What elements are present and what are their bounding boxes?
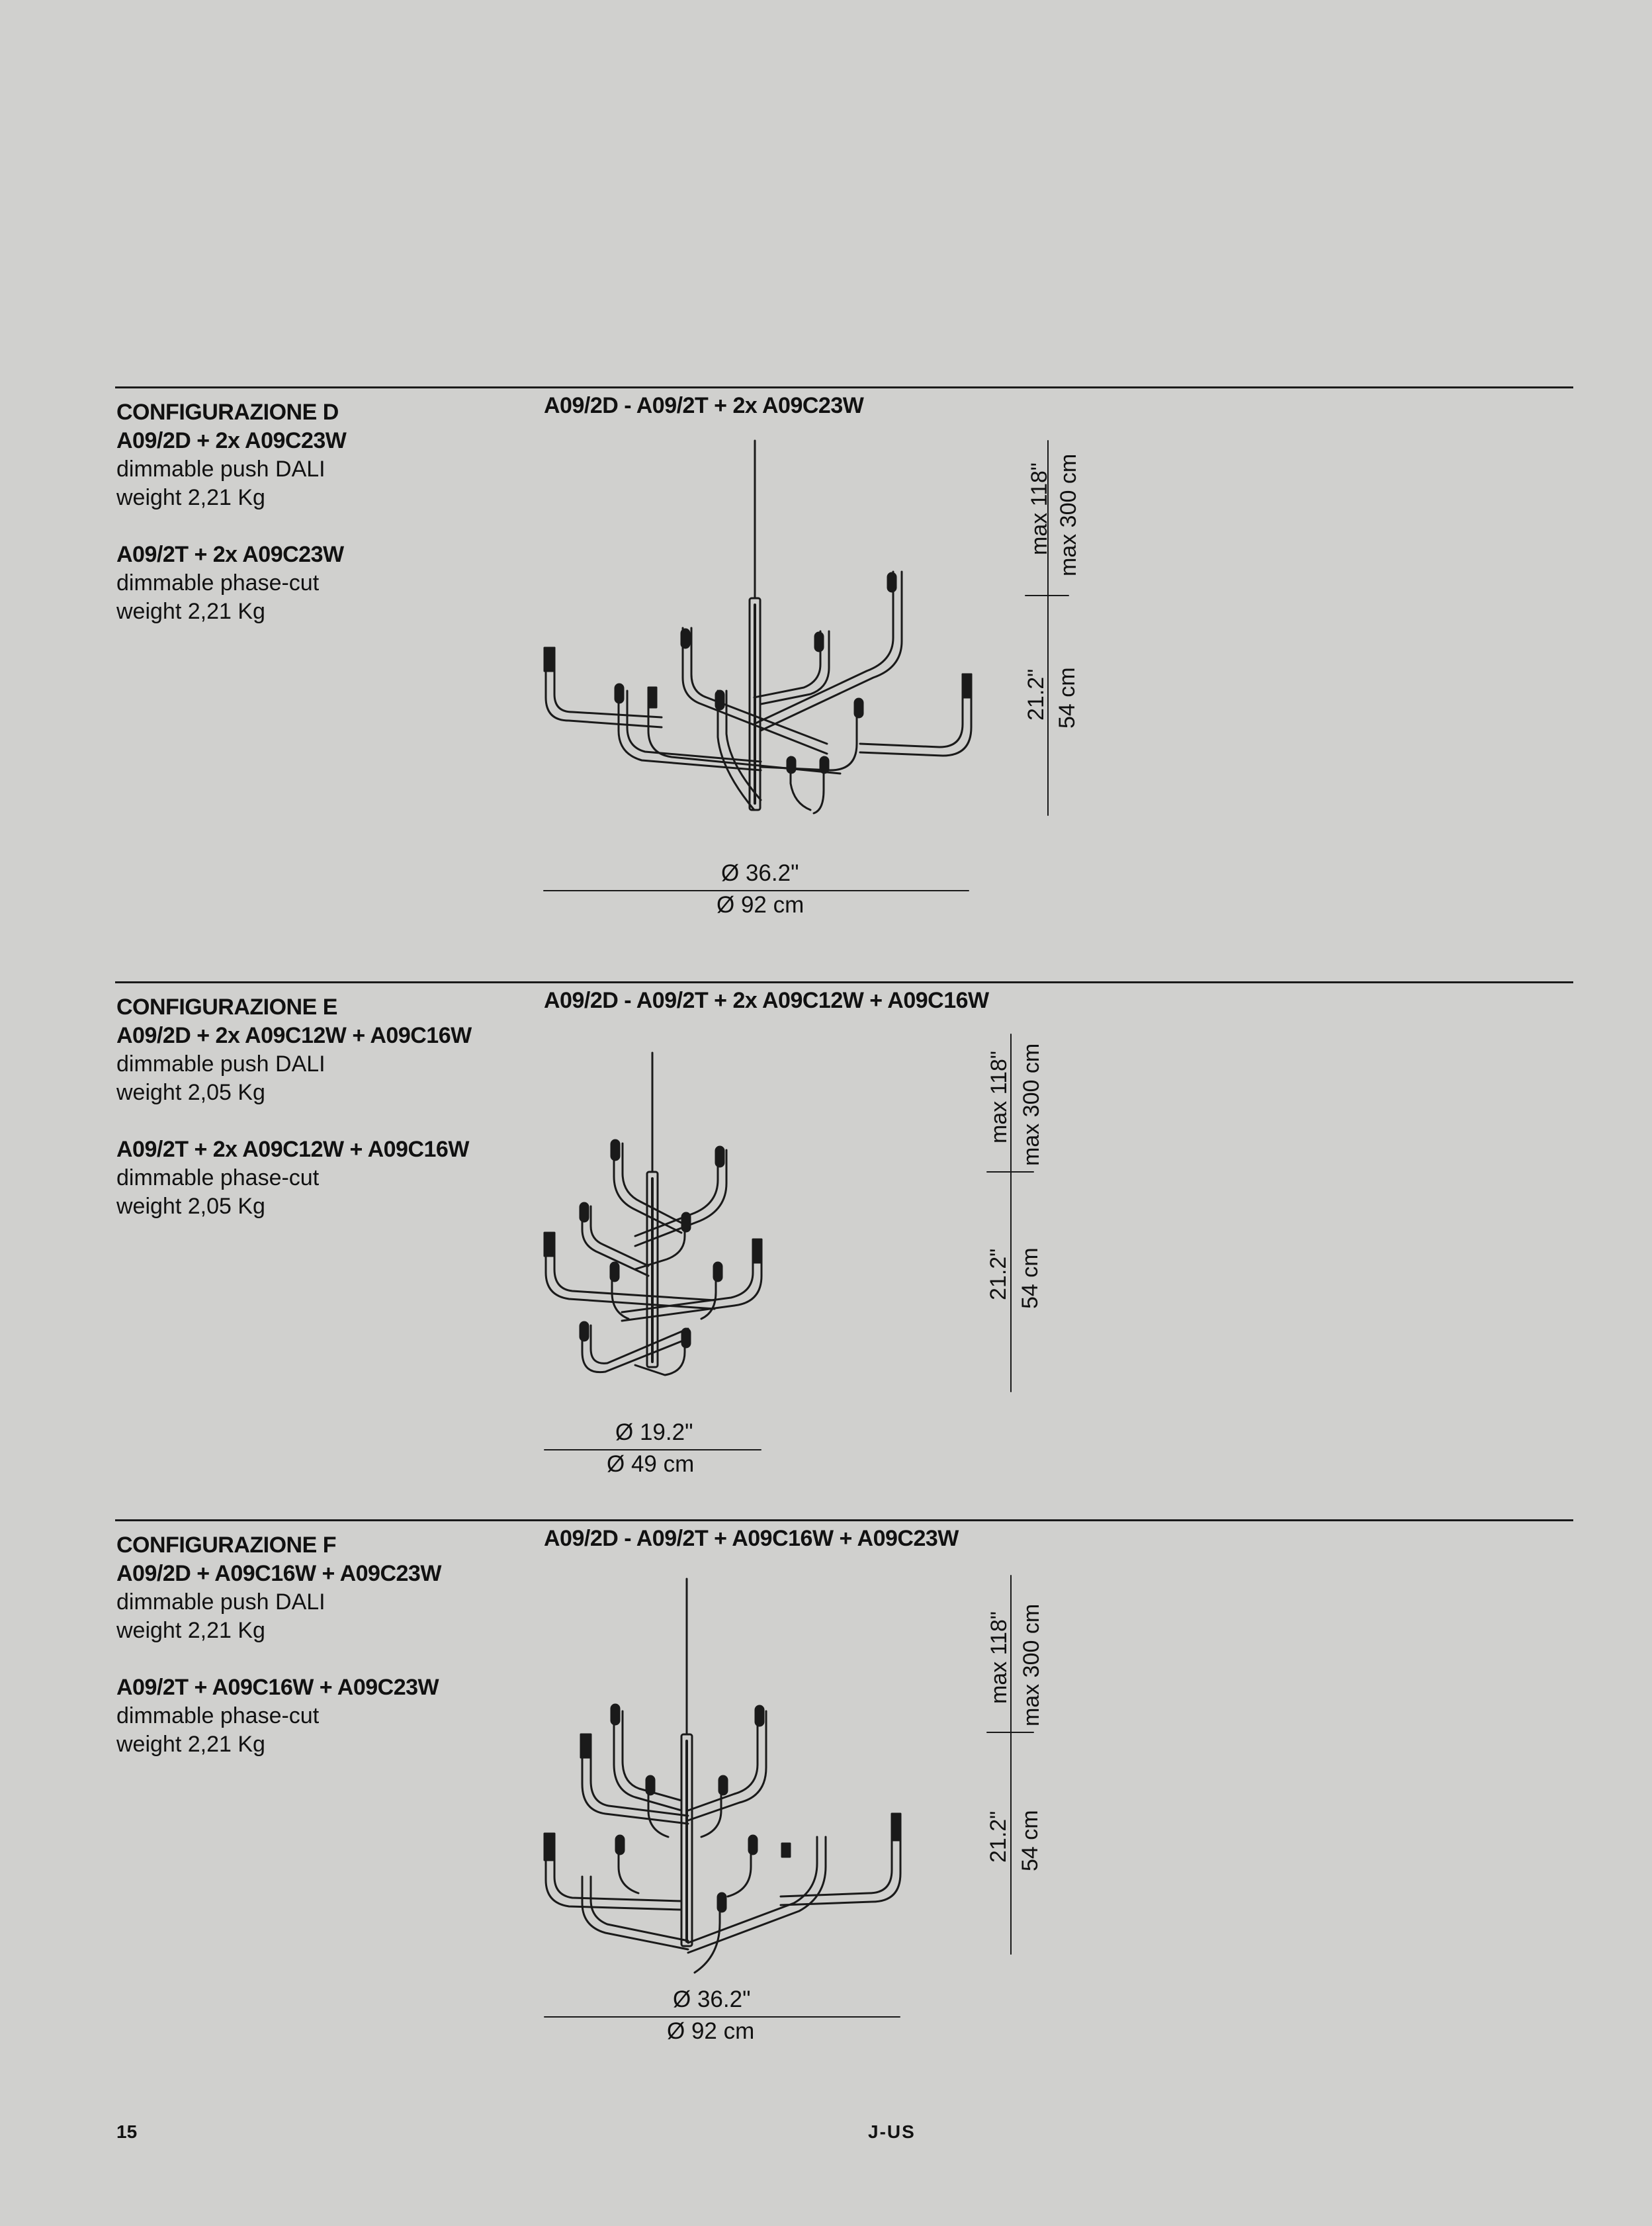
variant-control: dimmable phase-cut	[116, 570, 320, 596]
config-title: CONFIGURAZIONE D	[116, 400, 339, 425]
config-title: CONFIGURAZIONE E	[116, 995, 337, 1020]
height-max-cm: max 300 cm	[1056, 453, 1081, 576]
brand-name: J-US	[868, 2121, 916, 2142]
config-title: CONFIGURAZIONE F	[116, 1533, 336, 1558]
variant-control: dimmable push DALI	[116, 1589, 326, 1615]
variant-code: A09/2D + 2x A09C23W	[116, 428, 347, 453]
diameter-cm: Ø 92 cm	[717, 892, 804, 918]
height-cm: 54 cm	[1018, 1810, 1043, 1871]
config-section-f	[0, 1519, 1652, 2082]
chandelier-drawing	[0, 1519, 1652, 2082]
chandelier-drawing	[0, 386, 1652, 916]
variant-code: A09/2D + A09C16W + A09C23W	[116, 1561, 441, 1586]
variant-control: dimmable push DALI	[116, 1051, 326, 1077]
variant-code: A09/2T + 2x A09C12W + A09C16W	[116, 1137, 469, 1162]
diameter-cm: Ø 49 cm	[607, 1451, 695, 1477]
height-in: 21.2"	[986, 1248, 1011, 1300]
height-max-cm: max 300 cm	[1019, 1043, 1044, 1166]
variant-control: dimmable push DALI	[116, 457, 326, 482]
model-heading: A09/2D - A09/2T + 2x A09C23W	[544, 393, 864, 418]
variant-weight: weight 2,21 Kg	[116, 599, 265, 624]
diameter-cm: Ø 92 cm	[667, 2018, 755, 2044]
variant-control: dimmable phase-cut	[116, 1165, 320, 1190]
variant-weight: weight 2,21 Kg	[116, 485, 265, 510]
variant-control: dimmable phase-cut	[116, 1703, 320, 1728]
variant-code: A09/2T + 2x A09C23W	[116, 542, 344, 567]
diameter-in: Ø 36.2"	[721, 860, 799, 886]
model-heading: A09/2D - A09/2T + A09C16W + A09C23W	[544, 1526, 959, 1551]
diameter-in: Ø 19.2"	[615, 1419, 693, 1445]
config-section-e	[0, 981, 1652, 1497]
height-cm: 54 cm	[1055, 667, 1080, 729]
variant-weight: weight 2,05 Kg	[116, 1194, 265, 1219]
diameter-in: Ø 36.2"	[673, 1986, 751, 2012]
height-in: 21.2"	[1023, 668, 1049, 721]
height-max-in: max 118"	[986, 1051, 1012, 1143]
variant-weight: weight 2,21 Kg	[116, 1732, 265, 1757]
variant-weight: weight 2,21 Kg	[116, 1618, 265, 1643]
height-max-in: max 118"	[986, 1611, 1012, 1704]
variant-code: A09/2D + 2x A09C12W + A09C16W	[116, 1023, 472, 1048]
height-max-in: max 118"	[1027, 463, 1052, 555]
model-heading: A09/2D - A09/2T + 2x A09C12W + A09C16W	[544, 988, 989, 1013]
page-number: 15	[116, 2121, 138, 2142]
variant-weight: weight 2,05 Kg	[116, 1080, 265, 1105]
height-cm: 54 cm	[1018, 1247, 1043, 1309]
chandelier-drawing	[0, 981, 1652, 1497]
config-section-d	[0, 386, 1652, 916]
height-in: 21.2"	[986, 1810, 1011, 1863]
variant-code: A09/2T + A09C16W + A09C23W	[116, 1675, 439, 1700]
height-max-cm: max 300 cm	[1019, 1603, 1044, 1726]
